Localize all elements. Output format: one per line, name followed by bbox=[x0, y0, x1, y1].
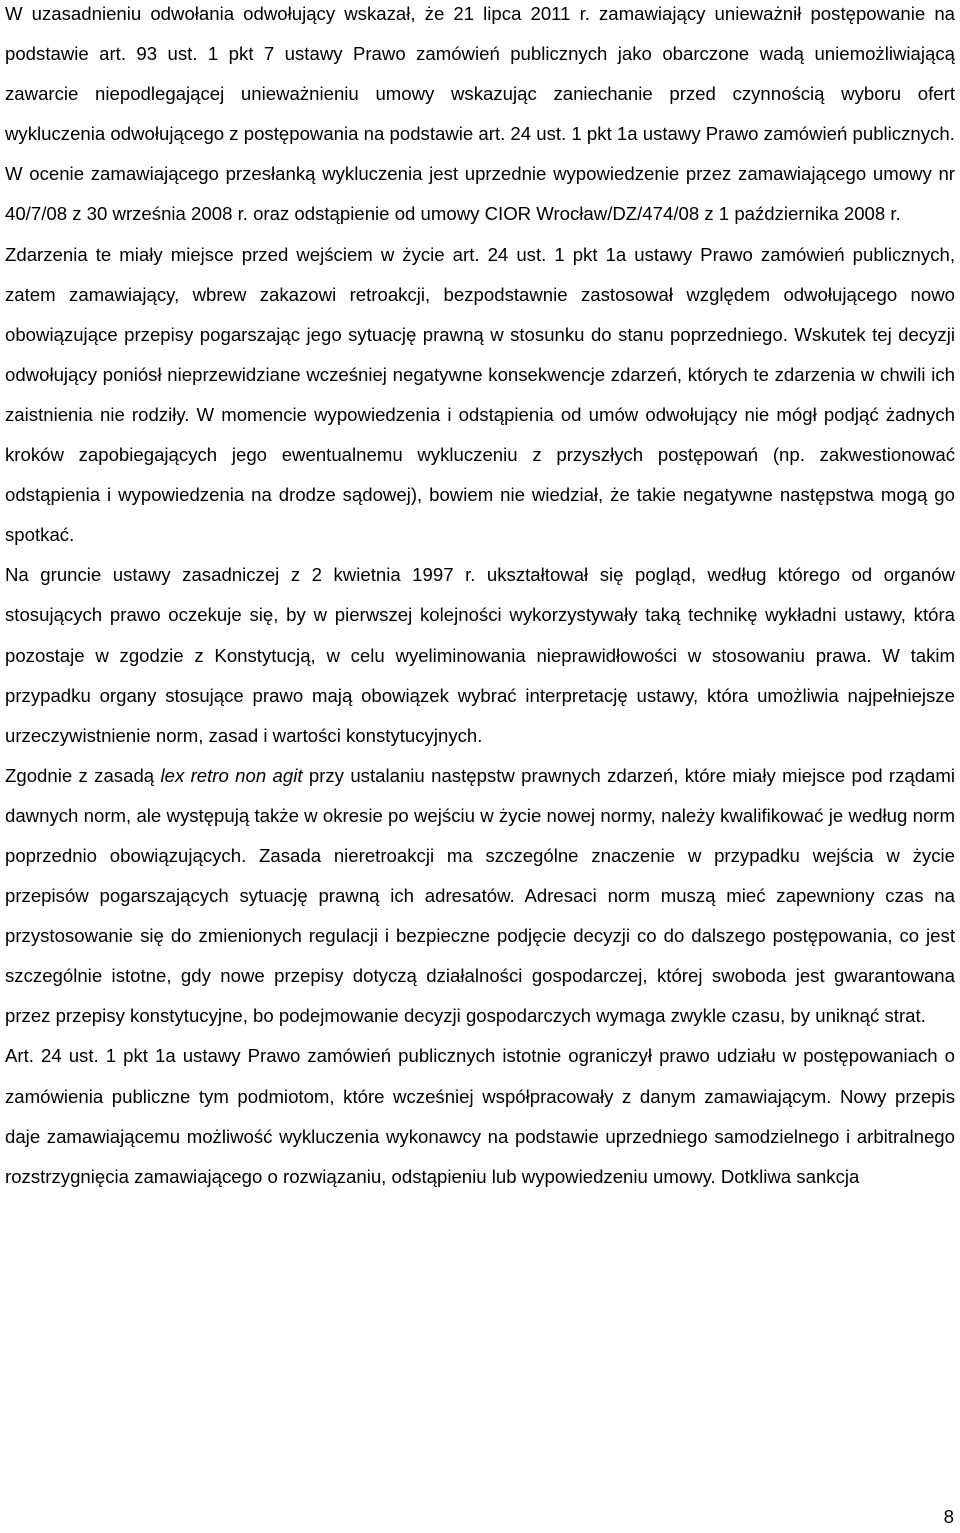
document-body bbox=[5, 0, 955, 1197]
paragraph-6: Art. 24 ust. 1 pkt 1a ustawy Prawo zamówień publicznych istotnie ograniczył prawo udziału w postępowaniach o zamówienia publiczne tym podmiotom, które wcześniej współpracowały z danym zamawiającym. Nowy przepis daje zamawiającemu możliwość wykluczenia wykonawcy na podstawie uprzedniego samodzielnego i arbitralnego rozstrzygnięcia zamawiającego o rozwiązaniu, odstąpieniu lub wypowiedzeniu umowy. Dotkliwa sankcja bbox=[5, 1045, 955, 1187]
paragraph-2: W ocenie zamawiającego przesłanką wykluczenia jest uprzednie wypowiedzenie przez zamawiającego umowy nr 40/7/08 z 30 września 2008 r. oraz odstąpienie od umowy CIOR Wrocław/DZ/474/08 z 1 października 2008 r. bbox=[5, 163, 955, 225]
paragraph-5-rest: przy ustalaniu następstw prawnych zdarzeń, które miały miejsce pod rządami dawnych norm, ale występują także w okresie po wejściu w życie nowej normy, należy kwalifikować je według norm poprzednio obowiązujących. Zasada nieretroakcji ma szczególne znaczenie w przypadku wejścia w życie przepisów pogarszających sytuację prawną ich adresatów. Adresaci norm muszą mieć zapewniony czas na przystosowanie się do zmienionych regulacji i bezpieczne podjęcie decyzji co do dalszego postępowania, co jest szczególnie istotne, gdy nowe przepisy dotyczą działalności gospodarczej, której swoboda jest gwarantowana przez przepisy konstytucyjne, bo podejmowanie decyzji gospodarczych wymaga zwykle czasu, by uniknąć strat. bbox=[5, 764, 956, 1027]
paragraph-4: Na gruncie ustawy zasadniczej z 2 kwietnia 1997 r. ukształtował się pogląd, według którego od organów stosujących prawo oczekuje się, by w pierwszej kolejności wykorzystywały taką technikę wykładni ustawy, która pozostaje w zgodzie z Konstytucją, w celu wyeliminowania nieprawidłowości w stosowaniu prawa. W takim przypadku organy stosujące prawo mają obowiązek wybrać interpretację ustawy, która umożliwia najpełniejsze urzeczywistnienie norm, zasad i wartości konstytucyjnych. bbox=[5, 564, 955, 746]
paragraph-5-lead: Zgodnie z zasadą bbox=[5, 764, 161, 786]
latin-maxim: lex retro non agit bbox=[160, 764, 303, 786]
page-number: 8 bbox=[943, 1506, 954, 1527]
paragraph-5 bbox=[5, 756, 955, 1037]
paragraph-3: Zdarzenia te miały miejsce przed wejściem w życie art. 24 ust. 1 pkt 1a ustawy Prawo zamówień publicznych, zatem zamawiający, wbrew zakazowi retroakcji, bezpodstawnie zastosował względem odwołującego nowo obowiązujące przepisy pogarszając jego sytuację prawną w stosunku do stanu poprzedniego. Wskutek tej decyzji odwołujący poniósł nieprzewidziane wcześniej negatywne konsekwencje zdarzeń, których te zdarzenia w chwili ich zaistnienia nie rodziły. W momencie wypowiedzenia i odstąpienia od umów odwołujący nie mógł podjąć żadnych kroków zapobiegających jego ewentualnemu wykluczeniu z przyszłych postępowań (np. zakwestionować odstąpienia i wypowiedzenia na drodze sądowej), bowiem nie wiedział, że takie negatywne następstwa mogą go spotkać. bbox=[5, 243, 955, 546]
paragraph-1: W uzasadnieniu odwołania odwołujący wskazał, że 21 lipca 2011 r. zamawiający unieważnił postępowanie na podstawie art. 93 ust. 1 pkt 7 ustawy Prawo zamówień publicznych jako obarczone wadą uniemożliwiającą zawarcie niepodlegającej unieważnieniu umowy wskazując zaniechanie przed czynnością wyboru ofert wykluczenia odwołującego z postępowania na podstawie art. 24 ust. 1 pkt 1a ustawy Prawo zamówień publicznych. bbox=[5, 3, 955, 145]
